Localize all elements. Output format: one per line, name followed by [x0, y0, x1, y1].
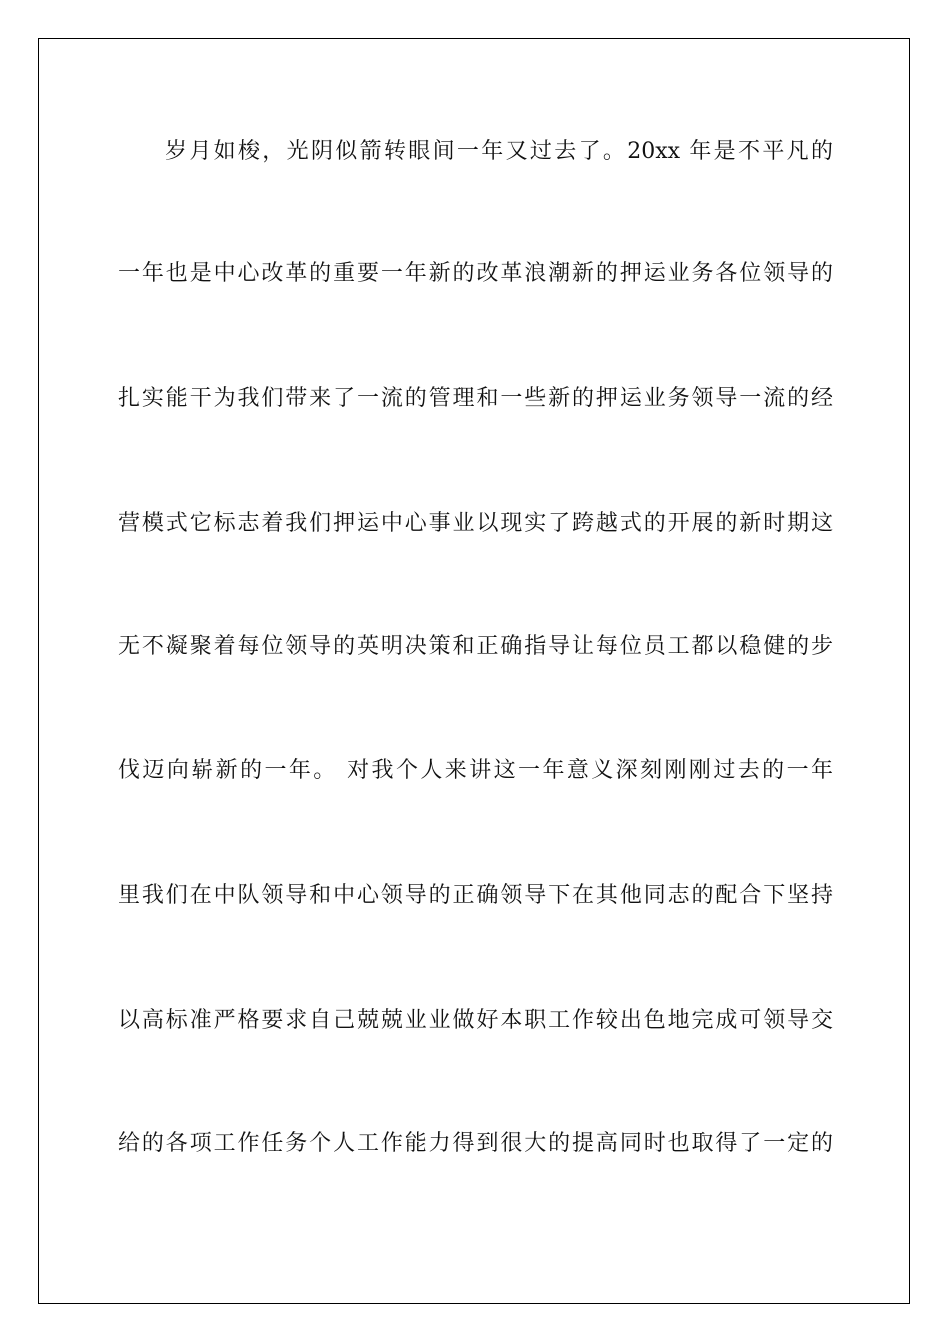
paragraph-line-8: 以高标准严格要求自己兢兢业业做好本职工作较出色地完成可领导交	[118, 1008, 833, 1033]
paragraph-line-6: 伐迈向崭新的一年。 对我个人来讲这一年意义深刻刚刚过去的一年	[118, 758, 833, 783]
paragraph-line-9: 给的各项工作任务个人工作能力得到很大的提高同时也取得了一定的	[118, 1131, 833, 1156]
paragraph-line-7: 里我们在中队领导和中心领导的正确领导下在其他同志的配合下坚持	[118, 883, 833, 908]
paragraph-line-5: 无不凝聚着每位领导的英明决策和正确指导让每位员工都以稳健的步	[118, 634, 833, 659]
paragraph-line-2: 一年也是中心改革的重要一年新的改革浪潮新的押运业务各位领导的	[118, 261, 833, 286]
paragraph-line-4: 营模式它标志着我们押运中心事业以现实了跨越式的开展的新时期这	[118, 511, 833, 536]
paragraph-line-3: 扎实能干为我们带来了一流的管理和一些新的押运业务领导一流的经	[118, 386, 833, 411]
paragraph-line-1: 岁月如梭，光阴似箭转眼间一年又过去了。20xx 年是不平凡的	[165, 139, 833, 164]
page-border	[38, 38, 910, 1304]
